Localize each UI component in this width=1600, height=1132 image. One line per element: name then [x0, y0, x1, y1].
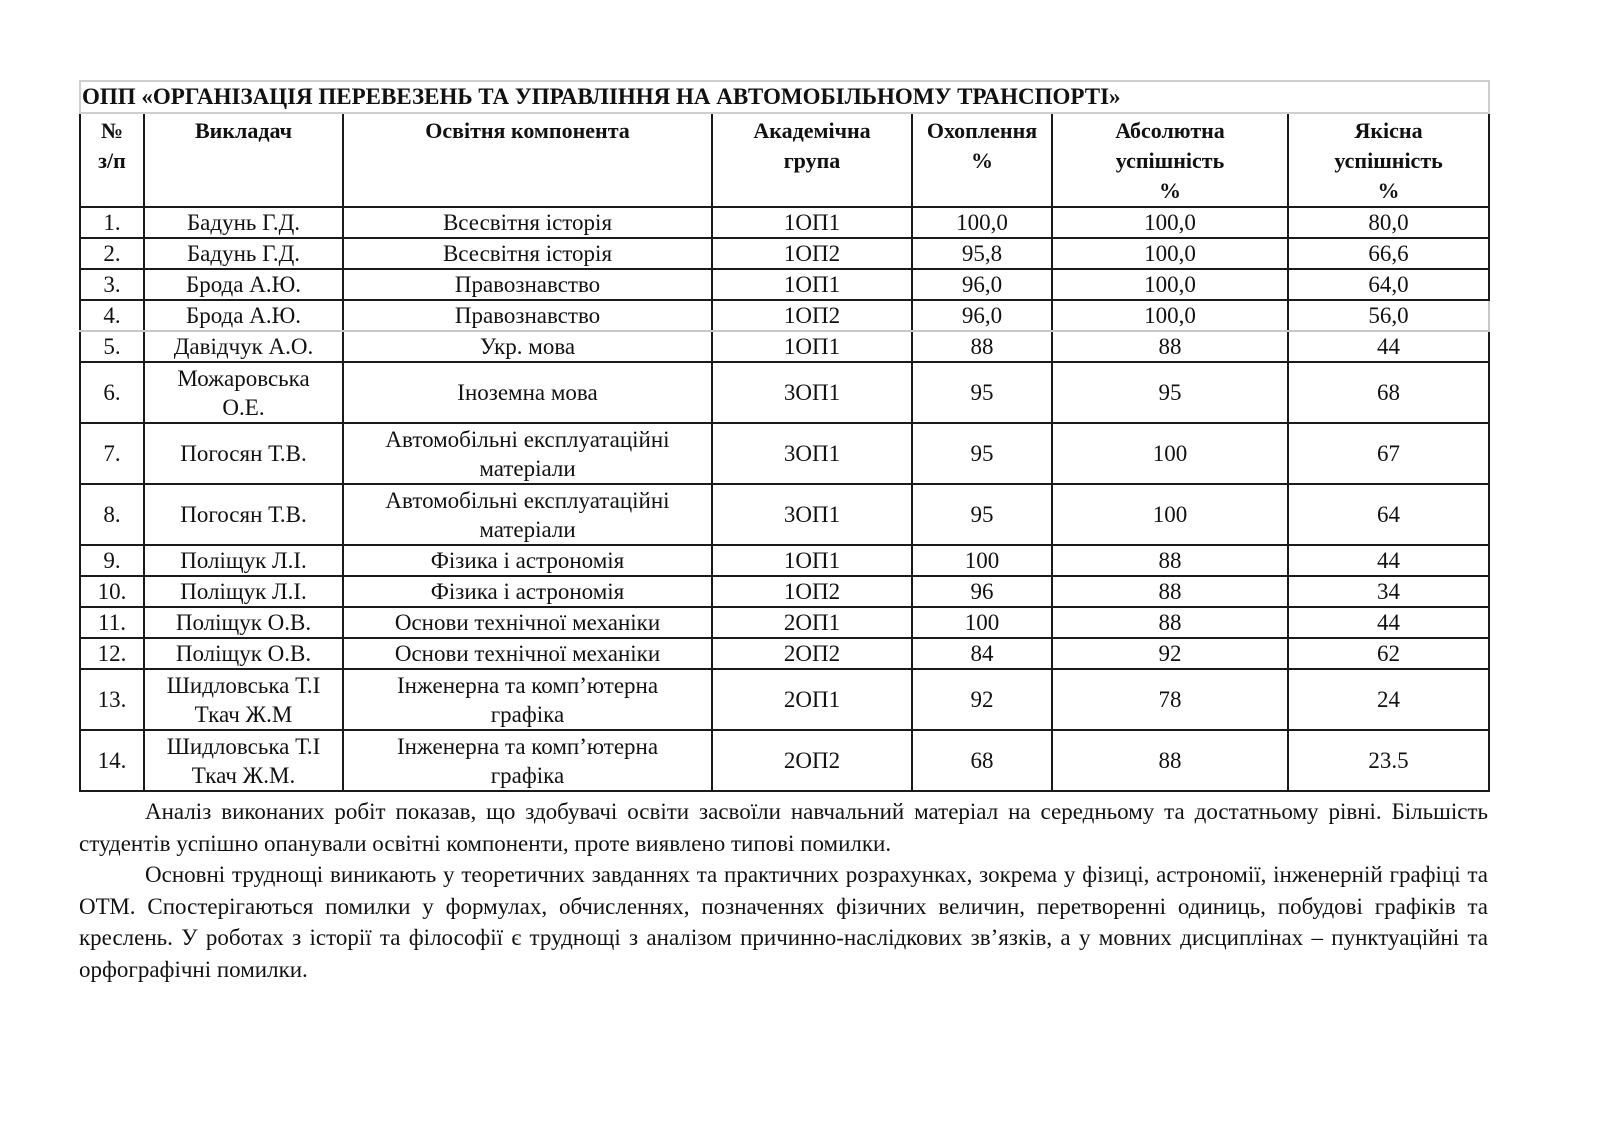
cell-group-text: 1ОП2 [783, 579, 841, 604]
table-row [80, 331, 1489, 362]
cell-absolute-success-text: 100 [1152, 502, 1188, 527]
cell-quality-success-text: 64,0 [1368, 272, 1409, 297]
cell-teacher-text: Поліщук О.В. [175, 641, 312, 666]
cell-teacher [144, 238, 343, 269]
cell-component [343, 545, 712, 576]
table-row [80, 730, 1489, 791]
cell-component [343, 238, 712, 269]
cell-teacher [144, 545, 343, 576]
cell-num-text: 2. [103, 241, 121, 266]
cell-coverage-text: 96,0 [961, 272, 1003, 297]
header-quality-success [1288, 113, 1489, 207]
cell-teacher-text: Бадунь Г.Д. [186, 241, 301, 266]
cell-teacher [144, 362, 343, 423]
table-row [80, 238, 1489, 269]
cell-coverage [912, 269, 1052, 300]
cell-quality-success [1288, 238, 1489, 269]
cell-num [80, 730, 144, 791]
header-absolute-success [1052, 113, 1288, 207]
cell-num-text: 10. [97, 579, 127, 604]
cell-teacher-text: Ткач Ж.М. [191, 762, 296, 788]
header-num [80, 113, 144, 207]
cell-component [343, 269, 712, 300]
cell-absolute-success [1052, 207, 1288, 238]
cell-component [343, 607, 712, 638]
cell-quality-success-text: 62 [1377, 641, 1401, 666]
header-line: з/п [98, 148, 126, 173]
cell-num [80, 423, 144, 484]
cell-num-text: 11. [98, 610, 126, 635]
cell-absolute-success-text: 88 [1158, 334, 1182, 359]
header-line: Якісна [1354, 118, 1423, 143]
cell-coverage [912, 362, 1052, 423]
cell-group-text: 2ОП1 [783, 610, 841, 635]
cell-group [712, 669, 912, 730]
cell-component-text: графіка [490, 701, 565, 727]
cell-absolute-success [1052, 331, 1288, 362]
cell-quality-success-text: 44 [1377, 610, 1401, 635]
cell-absolute-success-text: 95 [1158, 380, 1182, 405]
table-row [80, 269, 1489, 300]
cell-num [80, 269, 144, 300]
cell-coverage [912, 638, 1052, 669]
cell-quality-success [1288, 484, 1489, 545]
cell-absolute-success [1052, 238, 1288, 269]
cell-coverage-text: 100,0 [956, 210, 1008, 235]
analysis-paragraph-2: Основні труднощі виникають у теоретичних завданнях та практичних розрахунках, зокрема у фізиці, астрономії, інженерній графіці та ОТМ. Спостерігаються помилки у формулах, обчисленнях, позначеннях фізичних величин, перетворенні одиниць, побудові графіків та креслень. У роботах з історії та філософії є труднощі з аналізом причинно-наслідкових зв’язків, а у мовних дисциплінах – пунктуаційні та орфографічні помилки. [79, 862, 1488, 982]
cell-teacher-text: Брода А.Ю. [186, 303, 301, 328]
cell-component [343, 423, 712, 484]
cell-num [80, 207, 144, 238]
cell-num-text: 14. [97, 748, 127, 773]
cell-group-text: 3ОП1 [783, 441, 841, 466]
header-group [712, 113, 912, 207]
cell-num [80, 669, 144, 730]
cell-component [343, 300, 712, 331]
header-line: група [783, 148, 841, 173]
cell-component-text: Інженерна та комп’ютерна [396, 672, 659, 698]
cell-quality-success [1288, 576, 1489, 607]
cell-num-text: 7. [103, 441, 121, 466]
cell-quality-success-text: 80,0 [1368, 210, 1409, 235]
cell-quality-success-text: 23.5 [1368, 748, 1409, 773]
cell-group-text: 2ОП1 [783, 687, 841, 712]
cell-quality-success [1288, 269, 1489, 300]
cell-absolute-success-text: 88 [1158, 748, 1182, 773]
cell-component [343, 730, 712, 791]
cell-coverage-text: 84 [970, 641, 994, 666]
cell-num-text: 13. [97, 687, 127, 712]
cell-num [80, 238, 144, 269]
header-line: % [1377, 178, 1400, 203]
results-table [79, 80, 1490, 792]
header-teacher [144, 113, 343, 207]
cell-quality-success-text: 44 [1377, 334, 1401, 359]
cell-component-text: матеріали [479, 455, 576, 481]
header-line: успішність [1115, 148, 1225, 173]
cell-absolute-success [1052, 300, 1288, 331]
cell-group-text: 1ОП1 [783, 272, 841, 297]
cell-group [712, 207, 912, 238]
cell-component-text: Основи технічної механіки [394, 641, 661, 666]
table-row [80, 207, 1489, 238]
cell-component [343, 638, 712, 669]
cell-group [712, 576, 912, 607]
cell-coverage-text: 95,8 [961, 241, 1003, 266]
cell-group [712, 607, 912, 638]
cell-coverage [912, 207, 1052, 238]
cell-teacher-text: Шидловська Т.І [166, 672, 321, 698]
cell-component [343, 207, 712, 238]
cell-group-text: 3ОП1 [783, 502, 841, 527]
cell-teacher-text: Поліщук Л.І. [180, 579, 307, 604]
cell-quality-success-text: 64 [1377, 502, 1401, 527]
cell-quality-success [1288, 545, 1489, 576]
cell-group-text: 3ОП1 [783, 380, 841, 405]
cell-teacher [144, 730, 343, 791]
cell-coverage [912, 331, 1052, 362]
cell-component-text: Укр. мова [479, 334, 576, 359]
cell-group-text: 2ОП2 [783, 641, 841, 666]
cell-absolute-success-text: 100 [1152, 441, 1188, 466]
cell-component-text: Правознавство [454, 303, 601, 328]
cell-component-text: Всесвітня історія [442, 241, 613, 266]
cell-group [712, 269, 912, 300]
cell-num [80, 331, 144, 362]
header-line: № [100, 118, 124, 143]
cell-teacher-text: Погосян Т.В. [180, 502, 307, 527]
cell-coverage-text: 88 [970, 334, 994, 359]
cell-absolute-success [1052, 484, 1288, 545]
cell-teacher-text: Давідчук А.О. [173, 334, 314, 359]
cell-num [80, 576, 144, 607]
cell-component-text: Інженерна та комп’ютерна [396, 733, 659, 759]
cell-absolute-success-text: 100,0 [1144, 241, 1196, 266]
analysis-paragraph-1: Аналіз виконаних робіт показав, що здобувачі освіти засвоїли навчальний матеріал на середньому та достатньому рівні. Більшість студентів успішно опанували освітні компоненти, проте виявлено типові помилки. [79, 799, 1488, 856]
cell-coverage-text: 96,0 [961, 303, 1003, 328]
cell-teacher [144, 669, 343, 730]
cell-absolute-success [1052, 669, 1288, 730]
cell-num [80, 545, 144, 576]
cell-quality-success-text: 34 [1377, 579, 1401, 604]
cell-coverage [912, 484, 1052, 545]
cell-component-text: Автомобільні експлуатаційні [385, 426, 670, 452]
cell-quality-success-text: 44 [1377, 548, 1401, 573]
cell-quality-success [1288, 423, 1489, 484]
cell-coverage [912, 545, 1052, 576]
cell-teacher [144, 484, 343, 545]
header-coverage [912, 113, 1052, 207]
cell-coverage [912, 576, 1052, 607]
cell-num [80, 484, 144, 545]
cell-absolute-success-text: 88 [1158, 579, 1182, 604]
document-page [79, 80, 1488, 985]
cell-num-text: 9. [103, 548, 121, 573]
cell-group [712, 331, 912, 362]
cell-group [712, 730, 912, 791]
table-row [80, 545, 1489, 576]
cell-num [80, 300, 144, 331]
cell-num [80, 607, 144, 638]
cell-teacher [144, 607, 343, 638]
cell-num [80, 638, 144, 669]
cell-group-text: 1ОП2 [783, 241, 841, 266]
header-line: Охоплення [926, 118, 1038, 143]
cell-coverage-text: 68 [970, 748, 994, 773]
cell-teacher-text: Погосян Т.В. [180, 441, 307, 466]
cell-teacher-text: Можаровська [177, 365, 310, 391]
table-row [80, 669, 1489, 730]
cell-coverage-text: 95 [970, 380, 994, 405]
cell-teacher-text: Шидловська Т.І [166, 733, 321, 759]
cell-quality-success [1288, 607, 1489, 638]
table-row [80, 484, 1489, 545]
cell-coverage [912, 607, 1052, 638]
cell-coverage-text: 95 [970, 441, 994, 466]
cell-group-text: 1ОП1 [783, 210, 841, 235]
cell-coverage-text: 100 [964, 548, 1000, 573]
cell-component-text: Іноземна мова [457, 380, 598, 405]
cell-absolute-success [1052, 730, 1288, 791]
table-body [80, 207, 1489, 791]
cell-teacher [144, 423, 343, 484]
cell-absolute-success [1052, 638, 1288, 669]
cell-component-text: Фізика і астрономія [430, 579, 625, 604]
cell-quality-success [1288, 669, 1489, 730]
cell-coverage-text: 96 [970, 579, 994, 604]
cell-component [343, 669, 712, 730]
header-line: % [1159, 178, 1181, 203]
cell-component [343, 362, 712, 423]
cell-quality-success [1288, 331, 1489, 362]
cell-quality-success [1288, 638, 1489, 669]
cell-component-text: Всесвітня історія [442, 210, 613, 235]
cell-coverage [912, 423, 1052, 484]
cell-teacher-text: Поліщук Л.І. [180, 548, 307, 573]
cell-absolute-success-text: 88 [1158, 610, 1182, 635]
cell-num-text: 4. [103, 303, 121, 328]
cell-absolute-success-text: 92 [1158, 641, 1182, 666]
table-title-row [80, 81, 1489, 113]
cell-coverage-text: 95 [970, 502, 994, 527]
cell-num-text: 12. [97, 641, 127, 666]
header-line: Освітня компонента [425, 118, 630, 143]
cell-absolute-success-text: 78 [1158, 687, 1182, 712]
cell-teacher [144, 576, 343, 607]
cell-component-text: Фізика і астрономія [430, 548, 625, 573]
cell-group [712, 545, 912, 576]
cell-quality-success-text: 68 [1377, 380, 1401, 405]
header-line: % [971, 148, 993, 173]
analysis-text [79, 796, 1488, 985]
cell-teacher-text: Ткач Ж.М [194, 701, 293, 727]
cell-num-text: 3. [103, 272, 121, 297]
cell-quality-success [1288, 362, 1489, 423]
cell-coverage [912, 300, 1052, 331]
cell-component-text: матеріали [479, 516, 576, 542]
cell-teacher-text: Бадунь Г.Д. [186, 210, 301, 235]
header-line: Академічна [753, 118, 871, 143]
cell-coverage-text: 100 [964, 610, 1000, 635]
cell-quality-success [1288, 207, 1489, 238]
cell-absolute-success-text: 88 [1158, 548, 1182, 573]
table-row [80, 638, 1489, 669]
table-row [80, 423, 1489, 484]
cell-quality-success [1288, 300, 1489, 331]
cell-teacher-text: Поліщук О.В. [175, 610, 312, 635]
cell-teacher-text: О.Е. [222, 394, 265, 420]
cell-quality-success-text: 67 [1377, 441, 1401, 466]
cell-coverage [912, 669, 1052, 730]
cell-group-text: 1ОП1 [783, 548, 841, 573]
cell-absolute-success [1052, 362, 1288, 423]
cell-component-text: Правознавство [454, 272, 601, 297]
cell-num-text: 5. [103, 334, 121, 359]
cell-coverage [912, 238, 1052, 269]
cell-group [712, 484, 912, 545]
cell-teacher-text: Брода А.Ю. [186, 272, 301, 297]
cell-absolute-success [1052, 576, 1288, 607]
cell-quality-success [1288, 730, 1489, 791]
cell-quality-success-text: 66,6 [1368, 241, 1409, 266]
cell-group [712, 362, 912, 423]
cell-num-text: 1. [103, 210, 121, 235]
cell-group [712, 238, 912, 269]
cell-group-text: 2ОП2 [783, 748, 841, 773]
cell-group [712, 300, 912, 331]
header-component [343, 113, 712, 207]
table-row [80, 576, 1489, 607]
cell-group-text: 1ОП2 [783, 303, 841, 328]
cell-component-text: Автомобільні експлуатаційні [385, 487, 670, 513]
cell-component [343, 576, 712, 607]
cell-group [712, 423, 912, 484]
cell-component-text: графіка [490, 762, 565, 788]
cell-teacher [144, 638, 343, 669]
cell-absolute-success-text: 100,0 [1144, 272, 1196, 297]
cell-group [712, 638, 912, 669]
table-header-row [80, 113, 1489, 207]
cell-absolute-success [1052, 423, 1288, 484]
cell-component [343, 331, 712, 362]
table-row [80, 300, 1489, 331]
cell-teacher [144, 331, 343, 362]
cell-component-text: Основи технічної механіки [394, 610, 661, 635]
cell-coverage [912, 730, 1052, 791]
header-line: успішність [1334, 148, 1443, 173]
cell-num [80, 362, 144, 423]
table-row [80, 607, 1489, 638]
cell-quality-success-text: 24 [1377, 687, 1401, 712]
cell-group-text: 1ОП1 [783, 334, 841, 359]
cell-num-text: 8. [103, 502, 121, 527]
header-line: Викладач [194, 118, 293, 143]
cell-teacher [144, 300, 343, 331]
cell-component [343, 484, 712, 545]
cell-quality-success-text: 56,0 [1368, 303, 1409, 328]
cell-absolute-success [1052, 545, 1288, 576]
cell-num-text: 6. [103, 380, 121, 405]
cell-absolute-success [1052, 607, 1288, 638]
cell-teacher [144, 269, 343, 300]
cell-absolute-success [1052, 269, 1288, 300]
cell-teacher [144, 207, 343, 238]
table-title: ОПП «ОРГАНІЗАЦІЯ ПЕРЕВЕЗЕНЬ ТА УПРАВЛІННЯ НА АВТОМОБІЛЬНОМУ ТРАНСПОРТІ» [80, 81, 1489, 113]
cell-absolute-success-text: 100,0 [1144, 303, 1196, 328]
header-line: Абсолютна [1115, 118, 1225, 143]
cell-absolute-success-text: 100,0 [1144, 210, 1196, 235]
table-row [80, 362, 1489, 423]
cell-coverage-text: 92 [970, 687, 994, 712]
